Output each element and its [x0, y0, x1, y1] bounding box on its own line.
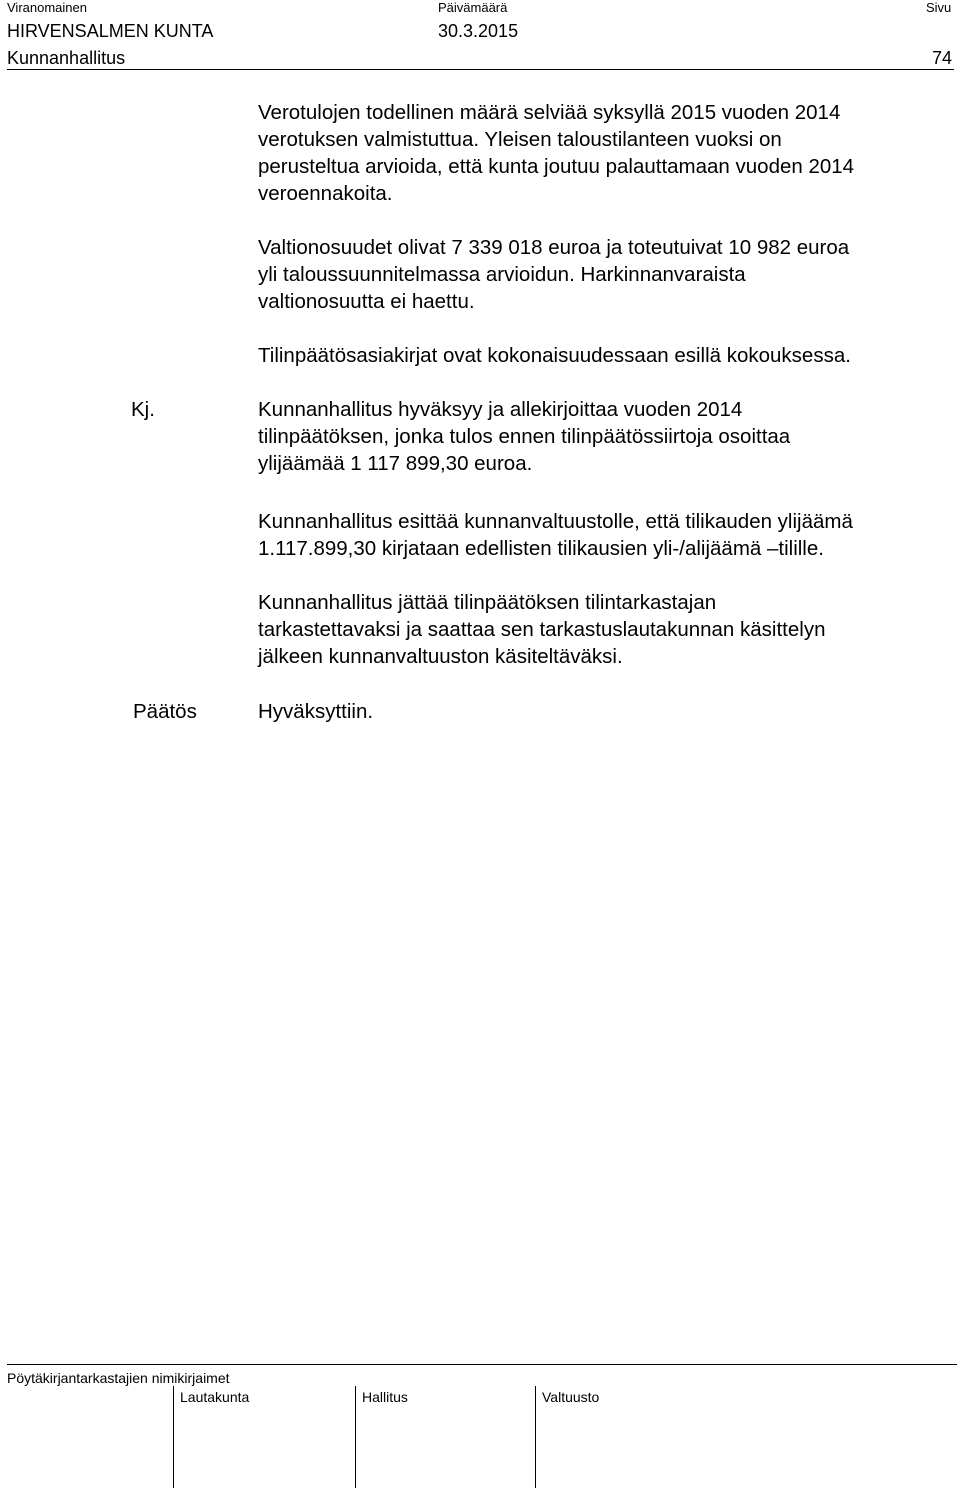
- footer-title: Pöytäkirjantarkastajien nimikirjaimet: [7, 1370, 230, 1386]
- paragraph-documents: [258, 342, 851, 369]
- footer-column-divider: [355, 1386, 356, 1488]
- text-line: tarkastettavaksi ja saattaa sen tarkastuslautakunnan käsittelyn: [258, 618, 826, 641]
- page-number: 74: [932, 48, 953, 68]
- text-line: ylijäämää 1 117 899,30 euroa.: [258, 452, 533, 475]
- footer-column-divider: [535, 1386, 536, 1488]
- paragraph-surplus: [258, 508, 853, 562]
- text-line: Verotulojen todellinen määrä selviää syksyllä 2015 vuoden 2014: [258, 101, 841, 124]
- paragraph-tax-revenue: [258, 99, 854, 207]
- text-line: Kunnanhallitus esittää kunnanvaltuustolle, että tilikauden ylijäämä: [258, 510, 853, 533]
- text-line: Tilinpäätösasiakirjat ovat kokonaisuudessaan esillä kokouksessa.: [258, 344, 851, 367]
- text-line: Valtionosuudet olivat 7 339 018 euroa ja toteutuivat 10 982 euroa: [258, 236, 850, 259]
- text-line: veroennakoita.: [258, 182, 393, 205]
- paragraph-state-subsidies: [258, 234, 849, 315]
- authority-name: HIRVENSALMEN KUNTA: [7, 21, 214, 41]
- text-line: Kunnanhallitus hyväksyy ja allekirjoittaa vuoden 2014: [258, 398, 743, 421]
- date-label: Päivämäärä: [438, 0, 508, 15]
- page-label: Sivu: [926, 0, 952, 15]
- paragraph-audit: [258, 589, 825, 670]
- text-line: yli taloussuunnitelmassa arvioidun. Harkinnanvaraista: [258, 263, 746, 286]
- footer-divider: [7, 1364, 957, 1365]
- footer-council-label: Valtuusto: [542, 1389, 600, 1405]
- text-line: verotuksen valmistuttua. Yleisen taloustilanteen vuoksi on: [258, 128, 782, 151]
- text-line: valtionosuutta ei haettu.: [258, 290, 475, 313]
- proposal-label: Kj.: [131, 398, 155, 421]
- text-line: 1.117.899,30 kirjataan edellisten tilikausien yli-/alijäämä –tilille.: [258, 537, 824, 560]
- footer-government-label: Hallitus: [362, 1389, 408, 1405]
- decision-text: Hyväksyttiin.: [258, 700, 374, 723]
- text-line: tilinpäätöksen, jonka tulos ennen tilinpäätössiirtoja osoittaa: [258, 425, 791, 448]
- meeting-date: 30.3.2015: [438, 21, 519, 41]
- text-line: jälkeen kunnanvaltuuston käsiteltäväksi.: [258, 645, 623, 668]
- text-line: perusteltua arvioida, että kunta joutuu palauttamaan vuoden 2014: [258, 155, 855, 178]
- decision-label: Päätös: [133, 700, 197, 723]
- footer-board-label: Lautakunta: [180, 1389, 250, 1405]
- footer-column-divider: [173, 1386, 174, 1488]
- text-line: Kunnanhallitus jättää tilinpäätöksen tilintarkastajan: [258, 591, 717, 614]
- body-name: Kunnanhallitus: [7, 48, 126, 68]
- header-divider: [7, 69, 954, 70]
- authority-label: Viranomainen: [7, 0, 87, 15]
- paragraph-proposal: [258, 396, 790, 477]
